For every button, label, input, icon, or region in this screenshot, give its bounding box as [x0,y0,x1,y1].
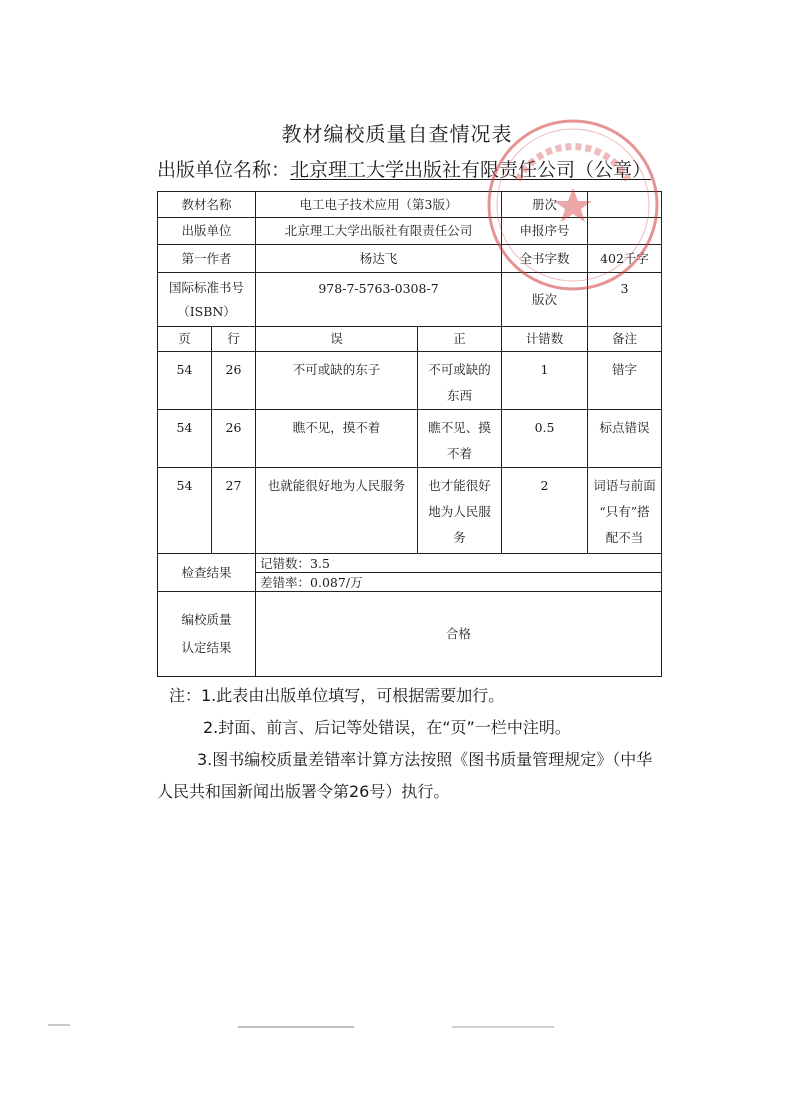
error-correct-line: 东西 [447,388,473,403]
publisher-line [157,155,651,182]
scan-artifact [452,1026,554,1028]
volume-value [588,192,662,218]
edition-value: 3 [588,273,662,327]
error-correct [418,410,502,468]
error-correct [418,352,502,410]
publisher-value: 北京理工大学出版社有限责任公司（公章） [290,159,652,181]
self-check-form [157,191,662,677]
publisher-unit-row [158,218,662,245]
scan-artifact [238,1026,354,1028]
error-correct-line: 不可或缺的 [428,362,491,377]
error-remark [588,410,662,468]
publisher-unit-value: 北京理工大学出版社有限责任公司 [256,218,502,245]
quality-result: 合格 [256,592,662,677]
error-wrong: 瞧不见，摸不着 [256,410,418,468]
error-remark [588,468,662,554]
header-line: 行 [212,327,256,352]
word-count-value: 402千字 [588,245,662,273]
table-row [158,468,662,554]
header-wrong: 误 [256,327,418,352]
header-error-count: 计错数 [502,327,588,352]
header-page: 页 [158,327,212,352]
scan-artifact [48,1024,70,1026]
error-remark-line: “只有”搭 [599,504,650,519]
submission-no-value [588,218,662,245]
isbn-row [158,273,662,327]
textbook-name-row [158,192,662,218]
error-page: 54 [158,468,212,554]
error-page: 54 [158,352,212,410]
header-correct: 正 [418,327,502,352]
quality-label [158,592,256,677]
error-remark-line: 词语与前面 [593,478,656,493]
error-correct-line: 务 [453,530,466,545]
first-author-value: 杨达飞 [256,245,502,273]
error-line: 26 [212,352,256,410]
note-2: 2.封面、前言、后记等处错误，在“页”一栏中注明。 [203,718,571,737]
check-result-label: 检查结果 [158,554,256,592]
error-page: 54 [158,410,212,468]
error-rate: 差错率：0.087/万 [256,573,662,592]
error-line: 26 [212,410,256,468]
error-count: 2 [502,468,588,554]
error-line: 27 [212,468,256,554]
recorded-errors: 记错数：3.5 [256,554,662,573]
first-author-row [158,245,662,273]
textbook-name-value: 电工电子技术应用（第3版） [256,192,502,218]
isbn-label-line2: （ISBN） [177,303,236,319]
header-row [158,327,662,352]
note-1: 注：1.此表由出版单位填写，可根据需要加行。 [169,686,505,705]
error-count: 0.5 [502,410,588,468]
submission-no-label: 申报序号 [502,218,588,245]
notes [157,680,667,808]
error-remark [588,352,662,410]
isbn-label-line1: 国际标准书号 [169,279,245,295]
document-title: 教材编校质量自查情况表 [281,122,513,146]
table-row [158,410,662,468]
table-row [158,352,662,410]
quality-label-line1: 编校质量 [181,612,232,627]
error-remark-line: 配不当 [605,530,644,545]
error-correct-line: 地为人民服 [428,504,491,519]
publisher-unit-label: 出版单位 [158,218,256,245]
textbook-name-label: 教材名称 [158,192,256,218]
edition-label: 版次 [502,273,588,327]
check-result-row [158,554,662,573]
error-remark-line: 错字 [612,362,638,377]
first-author-label: 第一作者 [158,245,256,273]
error-correct [418,468,502,554]
quality-label-line2: 认定结果 [181,640,232,655]
error-wrong: 不可或缺的东子 [256,352,418,410]
publisher-label: 出版单位名称： [157,159,291,181]
volume-label: 册次 [502,192,588,218]
error-correct-line: 不着 [447,446,473,461]
quality-row [158,592,662,677]
isbn-label [158,273,256,327]
error-correct-line: 瞧不见、摸 [428,420,491,435]
error-wrong: 也就能很好地为人民服务 [256,468,418,554]
error-correct-line: 也才能很好 [428,478,491,493]
isbn-value: 978-7-5763-0308-7 [256,273,502,327]
header-remark: 备注 [588,327,662,352]
error-count: 1 [502,352,588,410]
note-3: 3.图书编校质量差错率计算方法按照《图书质量管理规定》（中华人民共和国新闻出版署令第26号）执行。 [157,750,653,801]
word-count-label: 全书字数 [502,245,588,273]
error-remark-line: 标点错误 [599,420,650,435]
